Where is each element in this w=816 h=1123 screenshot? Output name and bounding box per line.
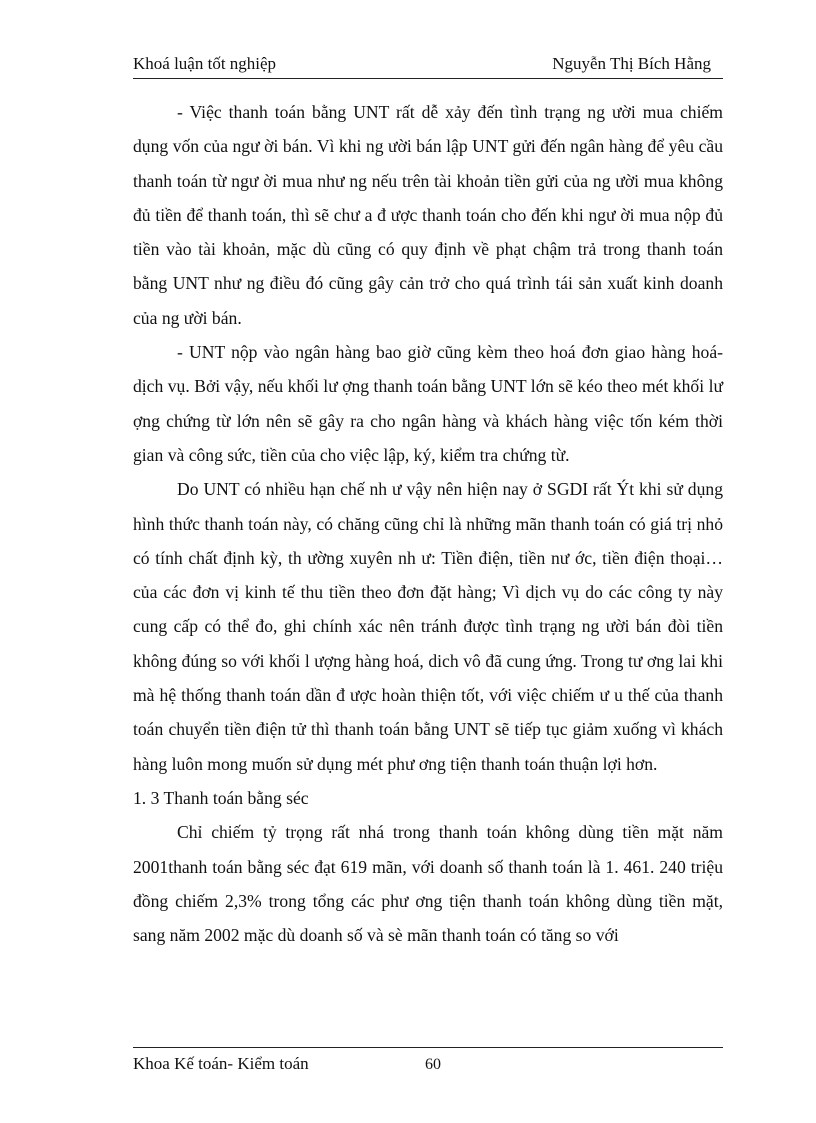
header-author-name: Nguyễn Thị Bích Hằng xyxy=(552,54,711,73)
paragraph-cheque-payment: Chỉ chiếm tỷ trọng rất nhá trong thanh toán không dùng tiền mặt năm 2001thanh toán bằng séc đạt 619 mãn, với doanh số thanh toán là 1. 461. 240 triệu đồng chiếm 2,3% trong tổng các phư ơng tiện thanh toán không dùng tiền mặt, sang năm 2002 mặc dù doanh số và sè mãn thanh toán có tăng so với xyxy=(133,822,723,946)
page-header xyxy=(133,52,723,79)
document-body xyxy=(133,95,723,952)
page-footer xyxy=(133,1047,723,1073)
footer-department: Khoa Kế toán- Kiểm toán xyxy=(133,1054,309,1073)
header-thesis-title: Khoá luận tốt nghiệp xyxy=(133,54,277,73)
section-heading: 1. 3 Thanh toán bằng séc xyxy=(133,787,309,808)
page-number: 60 xyxy=(425,1056,441,1073)
paragraph-unt-invoices: - UNT nộp vào ngân hàng bao giờ cũng kèm theo hoá đơn giao hàng hoá- dịch vụ. Bởi vậy, nếu khối lư ợng thanh toán bằng UNT lớn sẽ kéo theo mét khối lư ợng chứng từ lớn nên sẽ gây ra cho ngân hàng và khách hàng việc tốn kém thời gian và công sức, tiền của cho việc lập, ký, kiểm tra chứng từ. xyxy=(133,342,723,465)
paragraph-unt-limitations: Do UNT có nhiều hạn chế nh ư vậy nên hiện nay ở SGDI rất Ýt khi sử dụng hình thức thanh toán này, có chăng cũng chỉ là những mãn thanh toán có giá trị nhỏ có tính chất định kỳ, th ường xuyên nh ư: Tiền điện, tiền nư ớc, tiền điện thoại… của các đơn vị kinh tế thu tiền theo đơn đặt hàng; Vì dịch vụ do các công ty này cung cấp có thể đo, ghi chính xác nên tránh được tình trạng ng ười bán đòi tiền không đúng so với khối l ượng hàng hoá, dich vô đã cung ứng. Trong tư ơng lai khi mà hệ thống thanh toán dần đ ược hoàn thiện tốt, với việc chiếm ư u thế của thanh toán chuyển tiền điện tử thì thanh toán bằng UNT sẽ tiếp tục giảm xuống vì khách hàng luôn mong muốn sử dụng mét phư ơng tiện thanh toán thuận lợi hơn. xyxy=(133,479,723,774)
paragraph-unt-buyer-capital: - Việc thanh toán bằng UNT rất dễ xảy đến tình trạng ng ười mua chiếm dụng vốn của ngư ời bán. Vì khi ng ười bán lập UNT gửi đến ngân hàng để yêu cầu thanh toán từ ngư ời mua như ng nếu trên tài khoản tiền gửi của ng ười mua không đủ tiền để thanh toán, thì sẽ chư a đ ược thanh toán cho đến khi ngư ời mua nộp đủ tiền vào tài khoản, mặc dù cũng có quy định về phạt chậm trả trong thanh toán bằng UNT như ng điều đó cũng gây cản trở cho quá trình tái sản xuất kinh doanh của ng ười bán. xyxy=(133,102,723,328)
